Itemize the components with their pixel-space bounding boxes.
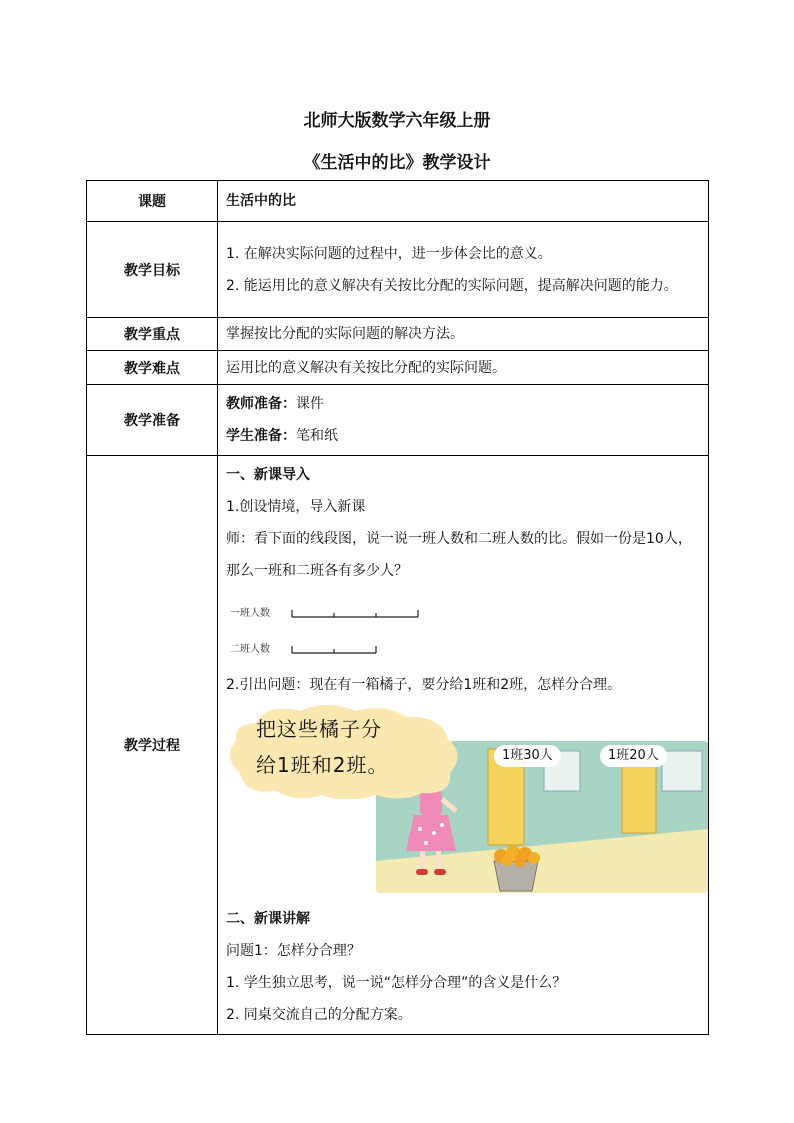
label-goals: 教学目标 — [87, 222, 218, 318]
label-difficulty: 教学难点 — [87, 351, 218, 385]
window-2 — [662, 751, 702, 791]
question-1: 问题1：怎样分合理？ — [226, 943, 361, 959]
segment-bar-class2 — [292, 646, 376, 653]
lesson-plan-table — [86, 180, 709, 1035]
speech-bubble-text — [256, 711, 456, 783]
goal-item-1: 1. 在解决实际问题的过程中，进一步体会比的意义。 — [226, 245, 552, 262]
segment-label-class1: 一班人数 — [230, 608, 270, 619]
student-prep-label: 学生准备： — [226, 428, 296, 444]
student-prep-value: 笔和纸 — [296, 428, 338, 444]
segment-diagram — [226, 587, 702, 669]
goal-item-2: 2. 能运用比的意义解决有关按比分配的实际问题，提高解决问题的能力。 — [226, 277, 678, 294]
teacher-prep-value: 课件 — [296, 396, 324, 412]
segment-lines — [226, 587, 526, 669]
value-prep — [218, 385, 709, 456]
value-topic: 生活中的比 — [218, 181, 709, 222]
value-process — [218, 456, 709, 1035]
section-intro: 一、新课导入 — [226, 467, 310, 483]
value-key: 掌握按比分配的实际问题的解决方法。 — [218, 318, 709, 351]
value-goals — [218, 222, 709, 318]
row-topic — [87, 181, 709, 222]
row-difficulty — [87, 351, 709, 385]
class2-sign: 1班20人 — [600, 745, 667, 767]
point-1: 1. 学生独立思考，说一说“怎样分合理”的含义是什么？ — [226, 975, 567, 991]
class1-sign: 1班30人 — [494, 745, 561, 767]
point-2: 2. 同桌交流自己的分配方案。 — [226, 1007, 412, 1023]
row-goals — [87, 222, 709, 318]
label-topic: 课题 — [87, 181, 218, 222]
segment-label-class2: 二班人数 — [230, 644, 270, 655]
illustration — [226, 703, 702, 903]
value-difficulty: 运用比的意义解决有关按比分配的实际问题。 — [218, 351, 709, 385]
label-prep: 教学准备 — [87, 385, 218, 456]
row-key — [87, 318, 709, 351]
bubble-line-1: 把这些橘子分 — [256, 717, 382, 741]
teacher-text: 师：看下面的线段图，说一说一班人数和二班人数的比。假如一份是10人，那么一班和二班各有多少人？ — [226, 531, 692, 579]
label-key: 教学重点 — [87, 318, 218, 351]
section-lecture: 二、新课讲解 — [226, 911, 310, 927]
row-prep — [87, 385, 709, 456]
document-title: 北师大版数学六年级上册 — [303, 111, 491, 131]
label-process: 教学过程 — [87, 456, 218, 1035]
step-1: 1.创设情境，导入新课 — [226, 499, 366, 515]
document-subtitle: 《生活中的比》教学设计 — [303, 153, 491, 173]
bubble-line-2: 给1班和2班。 — [256, 753, 389, 777]
segment-bar-class1 — [292, 610, 418, 617]
teacher-prep-label: 教师准备： — [226, 396, 296, 412]
step-2: 2.引出问题：现在有一箱橘子，要分给1班和2班，怎样分合理。 — [226, 677, 622, 693]
row-process — [87, 456, 709, 1035]
